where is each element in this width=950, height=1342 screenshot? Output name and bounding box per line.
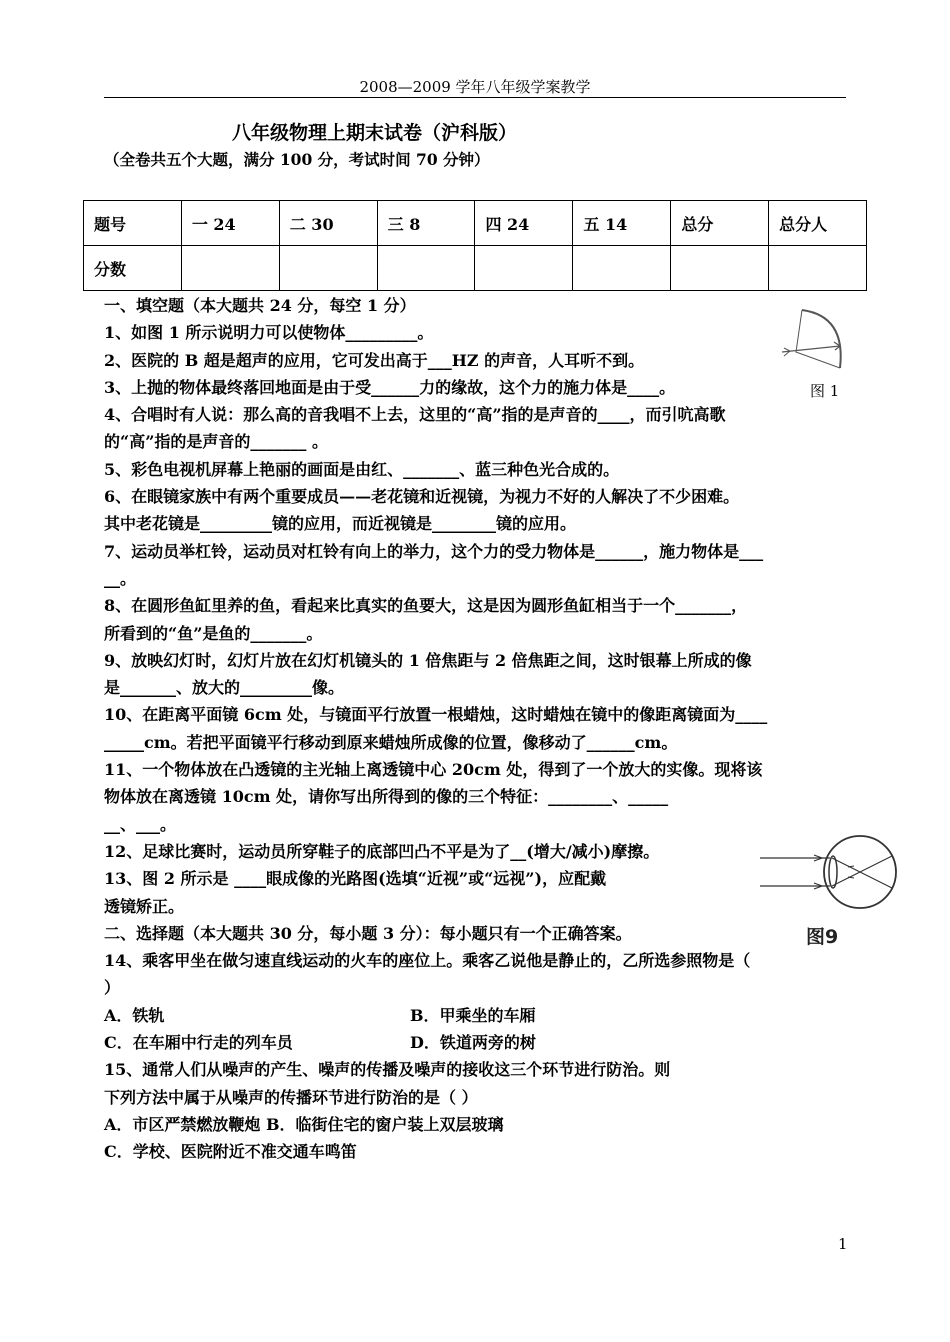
question-line: 1、如图 1 所示说明力可以使物体_________。 <box>104 323 434 343</box>
option-row <box>104 1029 850 1056</box>
question-line: 下列方法中属于从噪声的传播环节进行防治的是（ ） <box>104 1087 478 1107</box>
section-heading: 一、填空题（本大题共 24 分，每空 1 分） <box>104 296 416 315</box>
question-line: __。 <box>104 568 137 588</box>
score-table-header-row <box>84 201 867 246</box>
question-line: 15、通常人们从噪声的产生、噪声的传播及噪声的接收这三个环节进行防治。则 <box>104 1060 671 1080</box>
table-cell: 总分 <box>671 201 769 246</box>
question-line: 6、在眼镜家族中有两个重要成员——老花镜和近视镜，为视力不好的人解决了不少困难。 <box>104 487 740 507</box>
table-cell: 五 14 <box>573 201 671 246</box>
option-b[interactable]: B．甲乘坐的车厢 <box>410 1005 536 1025</box>
figure9-label: 图9 <box>806 926 839 948</box>
option-d[interactable]: D．铁道两旁的树 <box>410 1033 536 1053</box>
score-input-cell[interactable] <box>769 246 867 291</box>
question-line: 10、在距离平面镜 6cm 处，与镜面平行放置一根蜡烛，这时蜡烛在镜中的像距离镜面为____ <box>104 705 768 725</box>
question-line: 12、足球比赛时，运动员所穿鞋子的底部凹凸不平是为了__(增大/减小)摩擦。 <box>104 841 660 861</box>
question-line: 7、运动员举杠铃，运动员对杠铃有向上的举力，这个力的受力物体是______，施力物体是___ <box>104 541 764 561</box>
question-line: 9、放映幻灯时，幻灯片放在幻灯机镜头的 1 倍焦距与 2 倍焦距之间，这时银幕上所成的像 <box>104 650 752 670</box>
question-line: 透镜矫正。 <box>104 896 185 916</box>
figure1-label: 图 1 <box>810 382 840 400</box>
table-cell: 三 8 <box>377 201 475 246</box>
question-line: 其中老花镜是_________镜的应用，而近视镜是________镜的应用。 <box>104 514 577 534</box>
table-cell-row-label: 分数 <box>84 246 182 291</box>
option-row <box>104 1002 850 1029</box>
question-line: ） <box>104 978 121 998</box>
score-input-cell[interactable] <box>671 246 769 291</box>
question-line: 所看到的“鱼”是鱼的_______。 <box>104 623 323 643</box>
option-c[interactable]: C．在车厢中行走的列车员 <box>104 1033 293 1053</box>
question-line: _____cm。若把平面镜平行移动到原来蜡烛所成像的位置，像移动了______cm。 <box>104 732 678 752</box>
table-cell: 一 24 <box>181 201 279 246</box>
section-heading: 二、选择题（本大题共 30 分，每小题 3 分）：每小题只有一个正确答案。 <box>104 923 632 943</box>
question-line: 2、医院的 B 超是超声的应用，它可发出高于___HZ 的声音，人耳听不到。 <box>104 350 645 370</box>
question-line: __、___。 <box>104 814 177 834</box>
question-line: 5、彩色电视机屏幕上艳丽的画面是由红、_______、蓝三种色光合成的。 <box>104 459 620 479</box>
header-rule <box>104 97 846 98</box>
table-cell: 题号 <box>84 201 182 246</box>
score-input-cell[interactable] <box>279 246 377 291</box>
question-line: 物体放在离透镜 10cm 处，请你写出所得到的像的三个特征：________、_____ <box>104 787 669 807</box>
page-header: 2008—2009 学年八年级学案教学 <box>359 78 591 96</box>
exam-subtitle: （全卷共五个大题，满分 100 分，考试时间 70 分钟） <box>104 150 490 169</box>
question-line: 3、上抛的物体最终落回地面是由于受______力的缘故，这个力的施力体是____。 <box>104 377 676 397</box>
table-cell: 总分人 <box>769 201 867 246</box>
score-input-cell[interactable] <box>377 246 475 291</box>
question-line: 13、图 2 所示是 ____眼成像的光路图(选填“近视”或“远视”)，应配戴 <box>104 869 607 889</box>
question-line: 14、乘客甲坐在做匀速直线运动的火车的座位上。乘客乙说他是静止的，乙所选参照物是（ <box>104 951 751 971</box>
question-line: 4、合唱时有人说：那么高的音我唱不上去，这里的“高”指的是声音的____，而引吭高歌 <box>104 405 726 425</box>
option-a[interactable]: A．铁轨 <box>104 1005 165 1025</box>
page-number: 1 <box>838 1235 848 1253</box>
table-cell: 二 30 <box>279 201 377 246</box>
question-line: 11、一个物体放在凸透镜的主光轴上离透镜中心 20cm 处，得到了一个放大的实像。现将该 <box>104 760 763 780</box>
score-input-cell[interactable] <box>475 246 573 291</box>
exam-title: 八年级物理上期末试卷（沪科版） <box>232 122 518 144</box>
score-input-cell[interactable] <box>573 246 671 291</box>
option-line[interactable]: A．市区严禁燃放鞭炮 B．临街住宅的窗户装上双层玻璃 <box>104 1114 504 1134</box>
option-line[interactable]: C．学校、医院附近不准交通车鸣笛 <box>104 1142 357 1162</box>
table-cell: 四 24 <box>475 201 573 246</box>
score-table <box>83 200 867 291</box>
question-line: 的“高”指的是声音的_______ 。 <box>104 432 328 452</box>
score-table-score-row <box>84 246 867 291</box>
score-input-cell[interactable] <box>181 246 279 291</box>
question-line: 8、在圆形鱼缸里养的鱼，看起来比真实的鱼要大，这是因为圆形鱼缸相当于一个_______， <box>104 596 748 616</box>
exam-content <box>104 292 850 1166</box>
question-line: 是_______、放大的_________像。 <box>104 678 345 698</box>
